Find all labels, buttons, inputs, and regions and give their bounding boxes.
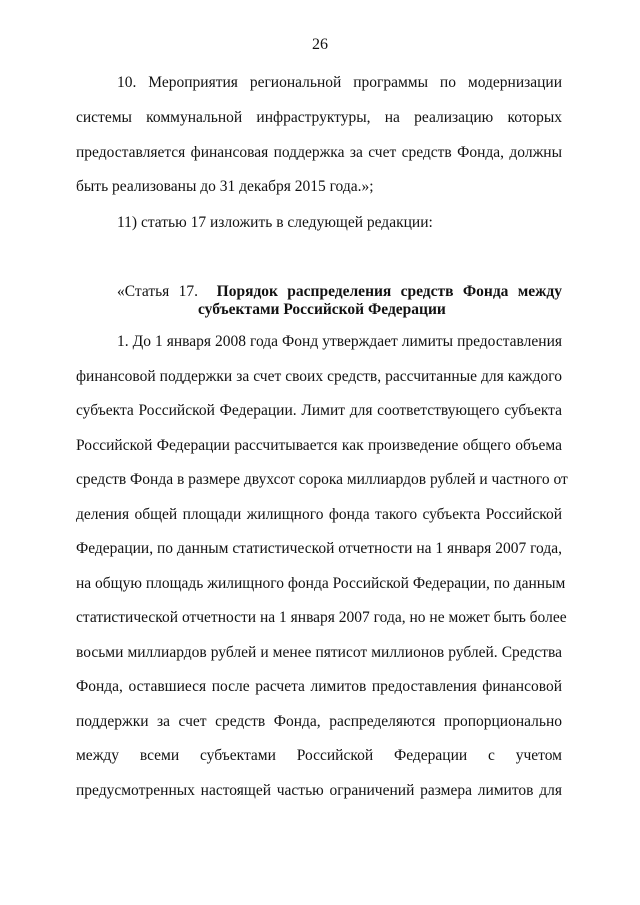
paragraph1-line-8: на общую площадь жилищного фонда Российской Федерации, по данным xyxy=(76,575,566,592)
paragraph1-line-14: предусмотренных настоящей частью ограничений размера лимитов для xyxy=(76,782,562,799)
paragraph1-line-3: субъекта Российской Федерации. Лимит для соответствующего субъекта xyxy=(76,402,562,419)
paragraph1-line-11: Фонда, оставшиеся после расчета лимитов предоставления финансовой xyxy=(76,678,562,695)
point10-line-2: системы коммунальной инфраструктуры, на реализацию которых xyxy=(76,109,562,126)
paragraph1-line-13: между всеми субъектами Российской Федерации с учетом xyxy=(76,747,562,764)
page-number: 26 xyxy=(312,36,328,53)
point10-line-4: быть реализованы до 31 декабря 2015 года.»; xyxy=(76,178,374,195)
article-heading xyxy=(117,283,562,319)
paragraph1-line-7: Федерации, по данным статистической отчетности на 1 января 2007 года, xyxy=(76,540,562,557)
paragraph1-line-2: финансовой поддержки за счет своих средств, рассчитанные для каждого xyxy=(76,368,562,385)
point11-text: 11) статью 17 изложить в следующей редакции: xyxy=(117,214,433,231)
paragraph1-line-12: поддержки за счет средств Фонда, распределяются пропорционально xyxy=(76,713,562,730)
article-title-part-2: субъектами Российской Федерации xyxy=(198,301,446,318)
paragraph1-line-4: Российской Федерации рассчитывается как произведение общего объема xyxy=(76,437,562,454)
paragraph1-line-9: статистической отчетности на 1 января 2007 года, но не может быть более xyxy=(76,609,567,626)
paragraph1-line-10: восьми миллиардов рублей и менее пятисот миллионов рублей. Средства xyxy=(76,644,562,661)
point10-line-1: 10. Мероприятия региональной программы по модернизации xyxy=(117,74,562,91)
article-number: «Статья 17. xyxy=(117,283,198,300)
paragraph1-line-5: средств Фонда в размере двухсот сорока миллиардов рублей и частного от xyxy=(76,471,568,488)
article-title-part-1: Порядок распределения средств Фонда между xyxy=(216,283,562,300)
article-heading-line-1 xyxy=(117,283,562,301)
paragraph1-line-6: деления общей площади жилищного фонда такого субъекта Российской xyxy=(76,506,562,523)
article-heading-line-2 xyxy=(117,301,562,319)
paragraph1-line-1: 1. До 1 января 2008 года Фонд утверждает лимиты предоставления xyxy=(117,333,562,350)
point10-line-3: предоставляется финансовая поддержка за счет средств Фонда, должны xyxy=(76,144,562,161)
